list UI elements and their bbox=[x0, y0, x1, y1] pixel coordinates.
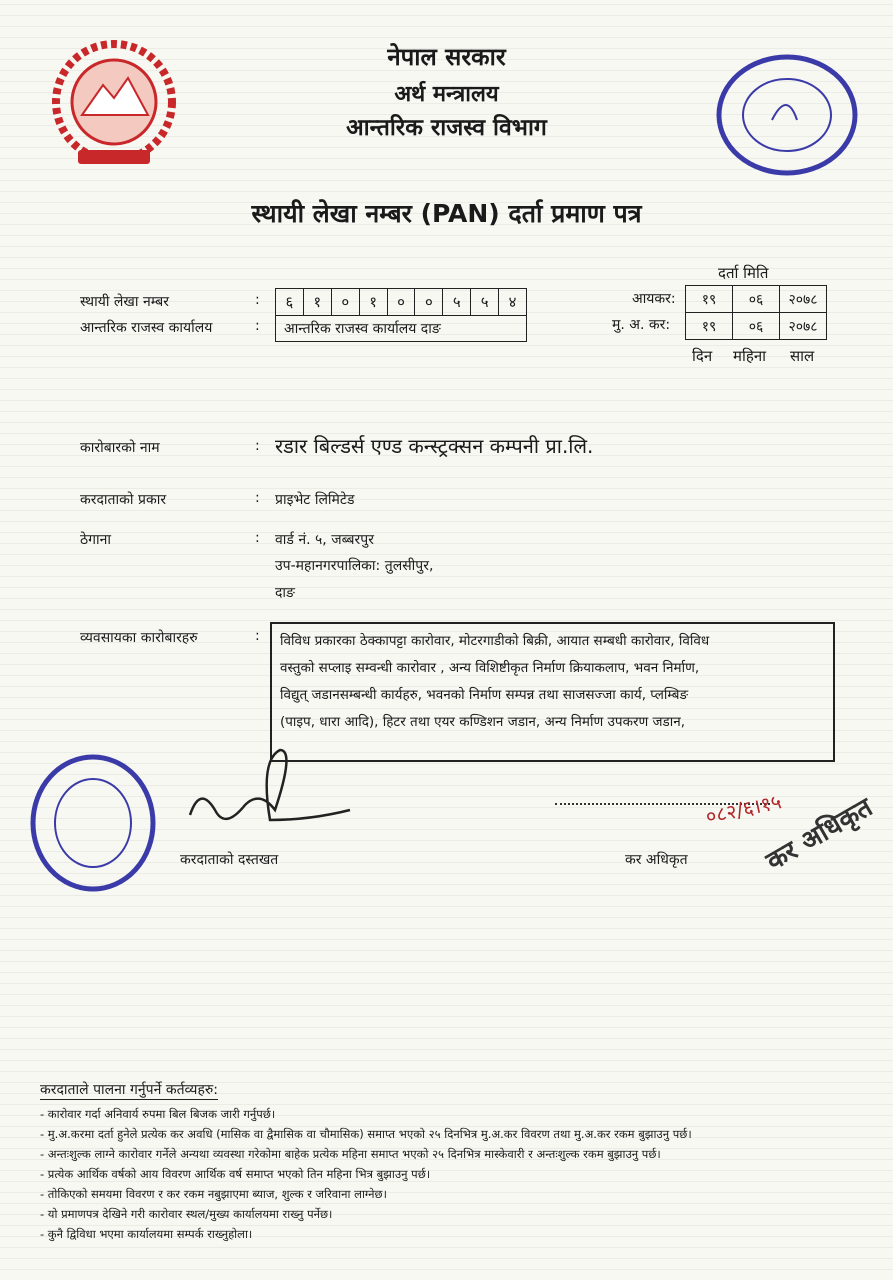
duties-heading: करदाताले पालना गर्नुपर्ने कर्तव्यहरु: bbox=[40, 1082, 218, 1098]
duty-item: - प्रत्येक आर्थिक वर्षको आय विवरण आर्थिक वर्ष समाप्त भएको तिन महिना भित्र बुझाउनु पर्छ। bbox=[40, 1167, 431, 1181]
business-name: रडार बिल्डर्स एण्ड कन्स्ट्रक्सन कम्पनी प्रा.लि. bbox=[275, 434, 594, 458]
column-year: साल bbox=[790, 347, 815, 365]
colon: : bbox=[255, 530, 260, 546]
activity-line: विद्युत् जडानसम्बन्धी कार्यहरु, भवनको निर्माण सम्पन्न तथा साजसज्जा कार्य, प्लम्बिङ bbox=[280, 687, 689, 703]
officer-stamp-text: कर अधिकृत bbox=[761, 792, 878, 877]
colon: : bbox=[255, 438, 260, 454]
year: २०७८ bbox=[780, 313, 827, 340]
column-day: दिन bbox=[692, 347, 713, 365]
ministry-name: अर्थ मन्त्रालय bbox=[394, 82, 499, 107]
office-label: आन्तरिक राजस्व कार्यालय bbox=[80, 320, 213, 336]
pan-digit: ६ bbox=[276, 289, 304, 315]
duty-item: - यो प्रमाणपत्र देखिने गरी कारोवार स्थल/मुख्य कार्यालयमा राख्नु पर्नेछ। bbox=[40, 1207, 333, 1221]
day: १९ bbox=[686, 313, 733, 340]
duty-item: - तोकिएको समयमा विवरण र कर रकम नबुझाएमा ब्याज, शुल्क र जरिवाना लाग्नेछ। bbox=[40, 1187, 387, 1201]
activity-line: (पाइप, धारा आदि), हिटर तथा एयर कण्डिशन जडान, अन्य निर्माण उपकरण जडान, bbox=[280, 714, 686, 730]
registration-date-table bbox=[685, 285, 827, 340]
handwritten-note: ०८२/६।१५ bbox=[703, 789, 784, 829]
colon: : bbox=[255, 490, 260, 506]
pan-label: स्थायी लेखा नम्बर bbox=[80, 294, 169, 310]
vat-label: मु. अ. कर: bbox=[612, 317, 671, 333]
table-row bbox=[686, 286, 827, 313]
duty-item: - कुनै द्विविधा भएमा कार्यालयमा सम्पर्क राख्नुहोला। bbox=[40, 1227, 253, 1241]
address-line: उप-महानगरपालिका: तुलसीपुर, bbox=[275, 558, 434, 574]
activities-box bbox=[270, 622, 835, 762]
taxpayer-signature-icon bbox=[180, 745, 360, 845]
taxpayer-signature-label: करदाताको दस्तखत bbox=[180, 852, 279, 868]
registration-date-heading: दर्ता मिति bbox=[718, 264, 769, 282]
department-name: आन्तरिक राजस्व विभाग bbox=[346, 115, 547, 141]
month: ०६ bbox=[733, 286, 780, 313]
business-name-label: कारोबारको नाम bbox=[80, 440, 160, 456]
colon: : bbox=[255, 292, 260, 308]
duty-item: - अन्तःशुल्क लाग्ने कारोवार गर्नेले अन्यथा व्यवस्था गरेकोमा बाहेक प्रत्येक महिना समाप्त भएको २५ दिनभित्र मास्केवारी र अन्तःशुल्क रकम बुझाउनु पर्छ। bbox=[40, 1147, 661, 1161]
activity-line: विविध प्रकारका ठेक्कापट्टा कारोवार, मोटरगाडीको बिक्री, आयात सम्बधी कारोवार, विविध bbox=[280, 633, 710, 649]
activity-line: वस्तुको सप्लाइ सम्वन्धी कारोवार , अन्य विशिष्टीकृत निर्माण क्रियाकलाप, भवन निर्माण, bbox=[280, 660, 700, 676]
pan-digit: १ bbox=[360, 289, 388, 315]
page-title: स्थायी लेखा नम्बर (PAN) दर्ता प्रमाण पत्र bbox=[251, 199, 642, 228]
pan-digits bbox=[276, 289, 526, 316]
pan-digit: ५ bbox=[443, 289, 471, 315]
colon: : bbox=[255, 318, 260, 334]
pan-digit: १ bbox=[304, 289, 332, 315]
pan-box bbox=[275, 288, 527, 342]
year: २०७८ bbox=[780, 286, 827, 313]
duty-item: - कारोवार गर्दा अनिवार्य रुपमा बिल बिजक जारी गर्नुपर्छ। bbox=[40, 1107, 276, 1121]
column-month: महिना bbox=[733, 347, 767, 365]
month: ०६ bbox=[733, 313, 780, 340]
taxpayer-type: प्राइभेट लिमिटेड bbox=[275, 492, 355, 508]
activities-label: व्यवसायका कारोबारहरु bbox=[80, 630, 198, 646]
pan-digit: ० bbox=[415, 289, 443, 315]
pan-digit: ५ bbox=[471, 289, 499, 315]
income-tax-label: आयकर: bbox=[632, 291, 676, 307]
address-line: दाङ bbox=[275, 585, 295, 601]
duty-item: - मु.अ.करमा दर्ता हुनेले प्रत्येक कर अवधि (मासिक वा द्वैमासिक वा चौमासिक) समाप्त भएको २५ दिनभित्र मु.अ.कर विवरण तथा मु.अ.कर रकम बुझाउनु पर्छ। bbox=[40, 1127, 692, 1141]
government-name: नेपाल सरकार bbox=[387, 43, 506, 71]
company-stamp-bottom-icon bbox=[18, 748, 168, 898]
colon: : bbox=[255, 628, 260, 644]
pan-digit: ० bbox=[332, 289, 360, 315]
taxpayer-type-label: करदाताको प्रकार bbox=[80, 492, 167, 508]
pan-digit: ४ bbox=[508, 293, 517, 311]
pan-digit: ० bbox=[388, 289, 416, 315]
address-label: ठेगाना bbox=[80, 532, 112, 548]
table-row bbox=[686, 313, 827, 340]
address-line: वार्ड नं. ५, जब्बरपुर bbox=[275, 532, 374, 548]
day: १९ bbox=[686, 286, 733, 313]
officer-signature-label: कर अधिकृत bbox=[625, 852, 688, 868]
office-value: आन्तरिक राजस्व कार्यालय दाङ bbox=[284, 321, 441, 337]
